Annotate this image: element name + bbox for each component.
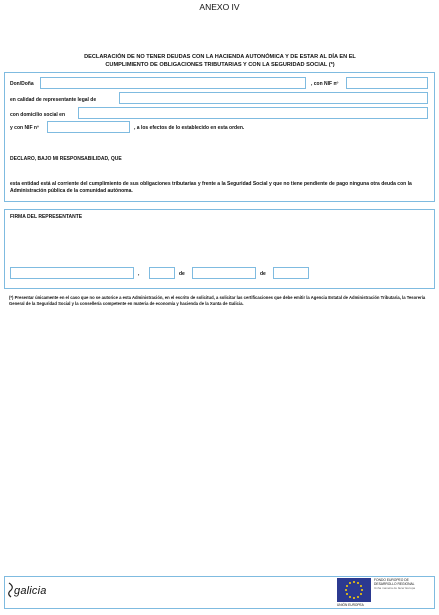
label-representante: en calidad de representante legal de: [10, 97, 97, 103]
month-field[interactable]: [192, 267, 256, 279]
footnote: (*) Presentar únicamente en el caso que no se autorice a esta Administración, en el escrito de solicitud, a solicitar las certificaciones que debe emitir la Agencia Estatal de Administración Tributaria, la Tesorería General de la Seguridad Social y la consellería competente en materia de economía y hacienda de la Xunta de Galicia.: [9, 295, 426, 306]
address-field[interactable]: [78, 107, 428, 119]
declaration-statement: esta entidad está al corriente del cumplimiento de sus obligaciones tributarias y frente a la Seguridad Social y que no tiene pendiente de pago ninguna otra deuda con la Administración pública de la comunidad autónoma.: [10, 181, 412, 194]
label-declaro: DECLARO, BAJO MI RESPONSABILIDAD, QUE: [10, 156, 122, 162]
eu-label: UNIÓN EUROPEA: [337, 603, 364, 607]
label-y-con-nif: y con NIF nº: [10, 125, 39, 131]
fund-line-2: DESARROLLO REGIONAL: [374, 582, 415, 586]
name-field[interactable]: [40, 77, 306, 89]
fund-line-1: FONDO EUROPEO DE: [374, 578, 409, 582]
eu-flag-icon: [337, 578, 371, 602]
year-field[interactable]: [273, 267, 309, 279]
day-field[interactable]: [149, 267, 175, 279]
annex-label: ANEXO IV: [199, 2, 240, 12]
entity-field[interactable]: [119, 92, 428, 104]
date-de-2: de: [260, 271, 266, 277]
date-de-1: de: [179, 271, 185, 277]
document-title: [40, 53, 400, 69]
label-don-dona: Don/Doña: [10, 81, 34, 87]
label-efectos: , a los efectos de lo establecido en esta orden.: [134, 125, 245, 131]
fund-motto: Unha maneira de facer Europa: [374, 586, 416, 590]
label-con-nif: , con NIF nº: [311, 81, 339, 87]
place-field[interactable]: [10, 267, 134, 279]
date-comma: ,: [138, 271, 140, 277]
nif-field[interactable]: [346, 77, 428, 89]
signature-label: FIRMA DEL REPRESENTANTE: [10, 214, 83, 220]
fund-name: [374, 578, 415, 586]
title-line-2: CUMPLIMIENTO DE OBLIGACIONES TRIBUTARIAS Y CON LA SEGURIDAD SOCIAL (*): [105, 62, 335, 68]
galicia-logo-text: galicia: [14, 585, 47, 597]
label-domicilio: con domicilio social en: [10, 112, 66, 118]
entity-nif-field[interactable]: [47, 121, 130, 133]
title-line-1: DECLARACIÓN DE NO TENER DEUDAS CON LA HACIENDA AUTONÓMICA Y DE ESTAR AL DÍA EN EL: [84, 54, 356, 60]
